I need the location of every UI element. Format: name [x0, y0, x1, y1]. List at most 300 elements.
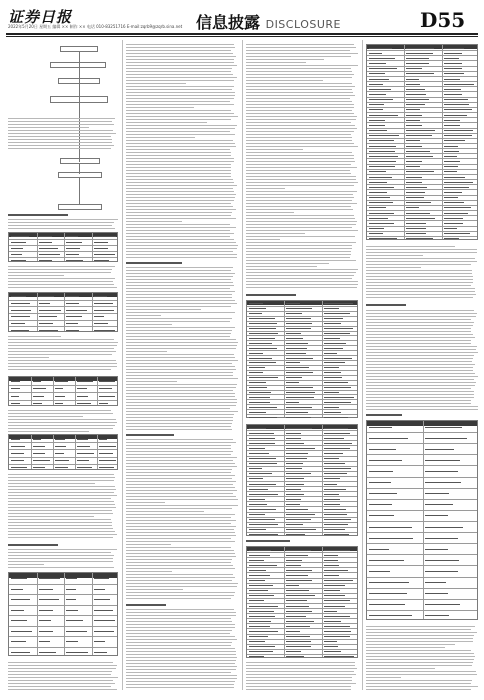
table-row-line: [247, 450, 357, 451]
text-line: [246, 230, 358, 231]
text-line: [8, 354, 112, 355]
table-row-line: [247, 588, 357, 589]
table-cell-text: [249, 651, 273, 652]
table-cell-text: [324, 555, 338, 556]
text-line: [126, 125, 237, 126]
text-line: [366, 665, 472, 666]
text-line: [366, 358, 473, 359]
table-cell-text: [324, 595, 345, 596]
text-line: [8, 686, 111, 687]
text-line: [126, 687, 234, 688]
text-line: [126, 454, 231, 455]
text-line: [246, 278, 352, 279]
table-row-line: [247, 532, 357, 533]
text-line: [126, 615, 236, 616]
text-line: [366, 370, 473, 371]
table-cell-text: [94, 641, 105, 642]
text-line: [246, 50, 350, 51]
text-line: [126, 475, 235, 476]
table-cell-text: [324, 489, 346, 490]
table-cell-text: [99, 403, 108, 404]
table-cell-text: [369, 109, 383, 110]
table-cell-text: [324, 303, 353, 304]
table-row-line: [247, 321, 357, 322]
text-line: [8, 428, 113, 429]
text-line: [246, 662, 355, 663]
table-cell-text: [286, 358, 313, 359]
text-line: [126, 321, 230, 322]
text-line: [366, 632, 477, 633]
table-row-line: [247, 331, 357, 332]
table-cell-text: [286, 308, 312, 309]
text-line: [246, 140, 352, 141]
table-cell-text: [324, 348, 343, 349]
table-cell-text: [249, 595, 274, 596]
text-line: [366, 635, 474, 636]
table-row-line: [9, 626, 117, 627]
table-row-line: [367, 210, 477, 211]
text-line: [126, 285, 234, 286]
table-row-line: [367, 76, 477, 77]
text-line: [8, 413, 113, 414]
table-cell-text: [99, 453, 113, 454]
text-line: [246, 200, 352, 201]
table-column-line: [64, 233, 65, 261]
page-number: D55: [420, 8, 466, 32]
text-line: [246, 263, 329, 264]
table-cell-text: [249, 372, 263, 373]
text-line: [126, 146, 236, 147]
table-row-line: [247, 365, 357, 366]
table-cell-text: [249, 641, 265, 642]
table-cell-text: [324, 468, 351, 469]
text-line: [366, 394, 474, 395]
text-line: [126, 366, 235, 367]
table-cell-text: [66, 242, 82, 243]
text-line: [246, 677, 352, 678]
table-cell-text: [324, 463, 345, 464]
text-line: [126, 59, 234, 60]
table-cell-text: [249, 338, 275, 339]
table-row-line: [367, 71, 477, 72]
text-line: [246, 65, 358, 66]
table-row-line: [247, 593, 357, 594]
text-line: [126, 104, 234, 105]
text-line: [366, 677, 401, 678]
table-cell-text: [324, 372, 341, 373]
text-line: [246, 155, 354, 156]
table-cell-text: [444, 94, 462, 95]
text-line: [366, 325, 473, 326]
data-table: [246, 546, 358, 658]
table-row-line: [367, 577, 477, 578]
table-cell-text: [249, 443, 275, 444]
text-line: [126, 107, 194, 108]
text-line: [126, 294, 232, 295]
table-row-line: [247, 567, 357, 568]
table-cell-text: [286, 534, 305, 535]
table-cell-text: [99, 467, 114, 468]
text-line: [126, 657, 237, 658]
section-title: [196, 10, 341, 33]
text-line: [126, 550, 234, 551]
table-cell-text: [249, 580, 265, 581]
text-line: [366, 671, 476, 672]
text-line: [126, 267, 233, 268]
text-line: [8, 507, 116, 508]
text-line: [126, 360, 238, 361]
text-line: [8, 419, 116, 420]
table-row-line: [9, 239, 117, 240]
text-line: [246, 275, 354, 276]
table-row-line: [247, 522, 357, 523]
table-column-line: [37, 293, 38, 331]
text-line: [366, 638, 473, 639]
table-cell-text: [324, 343, 346, 344]
text-line: [246, 107, 354, 108]
table-cell-text: [444, 84, 474, 85]
table-cell-text: [249, 524, 278, 525]
text-line: [8, 142, 112, 143]
text-line: [126, 182, 234, 183]
text-line: [246, 227, 352, 228]
text-line: [246, 92, 353, 93]
table-cell-text: [286, 438, 301, 439]
table-row-line: [367, 499, 477, 500]
table-cell-text: [324, 443, 352, 444]
table-row-line: [367, 588, 477, 589]
text-line: [246, 239, 280, 240]
text-line: [8, 225, 112, 226]
text-line: [126, 544, 171, 545]
text-line: [366, 337, 475, 338]
text-line: [126, 592, 235, 593]
text-line: [8, 266, 115, 267]
text-line: [366, 285, 471, 286]
section-heading: [8, 544, 58, 546]
table-row-line: [247, 394, 357, 395]
table-cell-text: [425, 527, 463, 528]
table-cell-text: [249, 570, 266, 571]
table-cell-text: [66, 578, 77, 579]
table-cell-text: [94, 599, 110, 600]
text-line: [126, 417, 233, 418]
table-cell-text: [324, 397, 354, 398]
table-cell-text: [425, 549, 448, 550]
table-cell-text: [369, 493, 397, 494]
text-line: [366, 343, 471, 344]
table-cell-text: [39, 260, 52, 261]
text-line: [126, 227, 236, 228]
text-line: [126, 663, 235, 664]
text-line: [126, 221, 182, 222]
table-cell-text: [324, 524, 348, 525]
table-cell-text: [286, 626, 310, 627]
text-line: [246, 215, 354, 216]
table-cell-text: [444, 73, 464, 74]
text-line: [126, 236, 230, 237]
section-heading: [126, 262, 182, 264]
table-row-line: [367, 231, 477, 232]
table-cell-text: [324, 453, 343, 454]
text-line: [8, 121, 112, 122]
text-line: [8, 118, 115, 119]
table-cell-text: [406, 94, 426, 95]
text-line: [366, 322, 474, 323]
table-cell-text: [11, 403, 20, 404]
table-row-line: [247, 613, 357, 614]
table-cell-text: [406, 187, 427, 188]
text-line: [246, 254, 351, 255]
text-line: [246, 62, 306, 63]
table-cell-text: [286, 590, 309, 591]
table-cell-text: [249, 565, 277, 566]
table-row-line: [9, 251, 117, 252]
table-cell-text: [444, 182, 473, 183]
text-line: [246, 224, 356, 225]
table-cell-text: [55, 381, 68, 382]
table-cell-text: [286, 550, 311, 551]
table-cell-text: [249, 328, 276, 329]
table-cell-text: [286, 580, 312, 581]
table-row-line: [247, 476, 357, 477]
table-cell-text: [324, 323, 341, 324]
text-line: [126, 333, 231, 334]
table-cell-text: [55, 467, 68, 468]
text-line: [246, 266, 317, 267]
table-cell-text: [425, 493, 449, 494]
text-line: [366, 641, 473, 642]
text-line: [366, 406, 478, 407]
text-line: [246, 683, 356, 684]
table-cell-text: [286, 519, 311, 520]
table-cell-text: [444, 223, 463, 224]
table-cell-text: [369, 549, 389, 550]
text-line: [126, 574, 233, 575]
table-cell-text: [55, 460, 69, 461]
table-cell-text: [286, 616, 306, 617]
table-cell-text: [249, 621, 271, 622]
table-row-line: [247, 385, 357, 386]
table-cell-text: [77, 396, 88, 397]
table-cell-text: [369, 120, 385, 121]
table-row-line: [247, 311, 357, 312]
table-cell-text: [444, 156, 457, 157]
text-line: [8, 555, 114, 556]
table-cell-text: [11, 396, 19, 397]
table-cell-text: [369, 125, 385, 126]
table-cell-text: [369, 130, 387, 131]
text-line: [126, 254, 237, 255]
table-column-line: [75, 377, 76, 405]
text-line: [126, 167, 231, 168]
table-cell-text: [406, 182, 422, 183]
table-cell-text: [406, 115, 422, 116]
table-row-line: [247, 399, 357, 400]
text-line: [8, 130, 113, 131]
table-cell-text: [249, 555, 270, 556]
table-cell-text: [324, 313, 350, 314]
table-cell-text: [249, 392, 271, 393]
table-cell-text: [249, 453, 269, 454]
text-line: [8, 339, 114, 340]
table-row-line: [247, 390, 357, 391]
table-cell-text: [324, 616, 350, 617]
table-row-line: [367, 138, 477, 139]
text-line: [246, 248, 352, 249]
text-line: [8, 674, 111, 675]
table-row-line: [9, 385, 117, 386]
text-line: [8, 425, 115, 426]
table-cell-text: [286, 656, 304, 657]
table-cell-text: [66, 248, 80, 249]
table-column-line: [64, 293, 65, 331]
text-line: [126, 161, 234, 162]
table-row-line: [247, 340, 357, 341]
text-line: [126, 230, 230, 231]
text-line: [366, 367, 473, 368]
table-cell-text: [286, 313, 302, 314]
text-line: [126, 200, 234, 201]
text-line: [366, 668, 435, 669]
text-line: [126, 633, 230, 634]
table-cell-text: [369, 104, 384, 105]
table-row-line: [367, 532, 477, 533]
table-column-line: [284, 301, 285, 417]
table-cell-text: [249, 616, 275, 617]
table-cell-text: [369, 161, 396, 162]
text-line: [126, 463, 235, 464]
table-cell-text: [444, 104, 469, 105]
table-cell-text: [33, 467, 45, 468]
table-cell-text: [425, 604, 460, 605]
text-line: [366, 644, 455, 645]
table-row-line: [367, 81, 477, 82]
table-cell-text: [324, 407, 339, 408]
text-line: [126, 80, 234, 81]
table-cell-text: [444, 161, 460, 162]
table-cell-text: [77, 453, 94, 454]
table-cell-text: [444, 130, 473, 131]
text-line: [246, 125, 355, 126]
text-line: [126, 535, 236, 536]
text-line: [8, 416, 83, 417]
text-line: [126, 387, 236, 388]
text-line: [246, 218, 355, 219]
table-cell-text: [33, 403, 42, 404]
text-line: [8, 680, 113, 681]
table-cell-text: [369, 68, 397, 69]
table-cell-text: [249, 313, 262, 314]
table-cell-text: [11, 260, 26, 261]
table-cell-text: [324, 473, 347, 474]
table-row-line: [247, 306, 357, 307]
text-line: [126, 128, 235, 129]
table-row-line: [247, 506, 357, 507]
text-line: [126, 532, 235, 533]
text-line: [126, 342, 238, 343]
text-line: [366, 647, 445, 648]
section-heading: [126, 604, 166, 606]
text-line: [126, 556, 236, 557]
text-line: [246, 128, 357, 129]
text-line: [366, 331, 471, 332]
table-cell-text: [94, 236, 116, 237]
table-cell-text: [369, 177, 392, 178]
table-cell-text: [94, 330, 115, 331]
text-line: [126, 176, 231, 177]
table-cell-text: [249, 514, 265, 515]
text-line: [126, 71, 231, 72]
text-line: [246, 86, 355, 87]
table-cell-text: [324, 575, 339, 576]
text-line: [246, 71, 352, 72]
table-cell-text: [369, 527, 412, 528]
table-cell-text: [444, 68, 462, 69]
text-line: [126, 297, 232, 298]
table-cell-text: [94, 589, 105, 590]
text-line: [366, 264, 471, 265]
table-cell-text: [286, 570, 312, 571]
table-cell-text: [444, 99, 468, 100]
text-line: [246, 176, 356, 177]
table-row-line: [247, 486, 357, 487]
table-cell-text: [444, 177, 465, 178]
table-cell-text: [369, 171, 386, 172]
table-row-line: [247, 360, 357, 361]
table-cell-text: [286, 362, 300, 363]
table-cell-text: [286, 631, 300, 632]
text-line: [246, 116, 357, 117]
table-cell-text: [324, 412, 341, 413]
table-cell-text: [286, 372, 313, 373]
table-cell-text: [249, 484, 276, 485]
table-cell-text: [94, 631, 114, 632]
table-cell-text: [77, 403, 91, 404]
text-line: [126, 666, 237, 667]
text-line: [126, 83, 186, 84]
text-line: [8, 662, 113, 663]
table-cell-text: [66, 610, 78, 611]
table-cell-text: [406, 120, 420, 121]
text-line: [8, 483, 95, 484]
text-line: [8, 561, 113, 562]
table-cell-text: [66, 652, 88, 653]
text-line: [126, 164, 231, 165]
text-line: [126, 390, 233, 391]
table-cell-text: [94, 260, 109, 261]
table-cell-text: [39, 296, 54, 297]
table-column-line: [322, 301, 323, 417]
table-cell-text: [324, 402, 351, 403]
table-cell-text: [33, 381, 41, 382]
table-cell-text: [406, 109, 420, 110]
text-line: [126, 423, 232, 424]
text-line: [366, 273, 472, 274]
text-line: [8, 342, 118, 343]
text-line: [366, 328, 471, 329]
table-cell-text: [66, 296, 79, 297]
table-cell-text: [324, 338, 340, 339]
table-cell-text: [249, 534, 278, 535]
text-line: [126, 56, 236, 57]
table-cell-text: [286, 448, 315, 449]
table-cell-text: [286, 468, 302, 469]
text-line: [8, 269, 112, 270]
table-cell-text: [11, 388, 20, 389]
table-cell-text: [11, 599, 30, 600]
table-row-line: [367, 174, 477, 175]
